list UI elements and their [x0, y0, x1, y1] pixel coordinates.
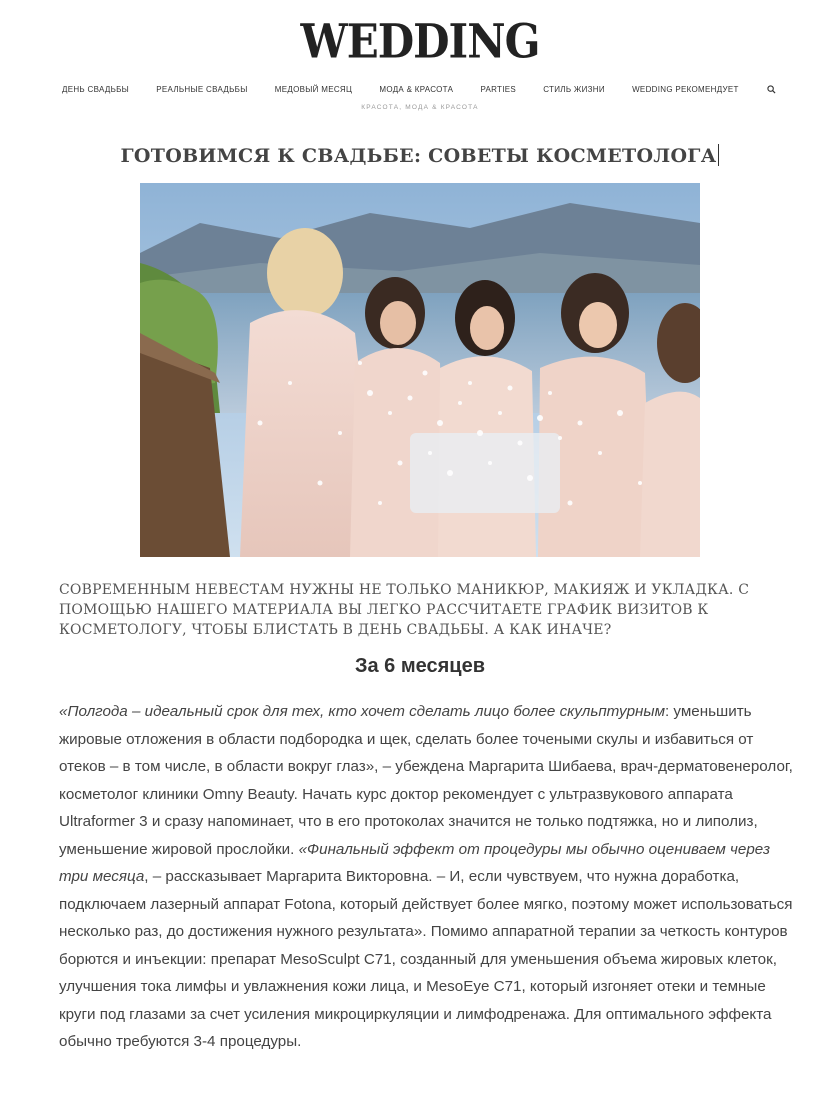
site-logo[interactable]: WEDDING: [300, 14, 540, 69]
article-lead: СОВРЕМЕННЫМ НЕВЕСТАМ НУЖНЫ НЕ ТОЛЬКО МАНИКЮР, МАКИЯЖ И УКЛАДКА. С ПОМОЩЬЮ НАШЕГО МАТЕРИАЛА ВЫ ЛЕГКО РАССЧИТАЕТЕ ГРАФИК ВИЗИТОВ К КОСМЕТОЛОГУ, ЧТОБЫ БЛИСТАТЬ В ДЕНЬ СВАДЬБЫ. А КАК ИНАЧЕ?: [59, 582, 750, 638]
body-text: : уменьшить жировые отложения в области подбородка и щек, сделать более точеными скулы и избавиться от отеков – в том числе, в области вокруг глаз», – убеждена Маргарита Шибаева, врач-дерматовенеролог, косметолог клиники Omny Beauty. Начать курс доктор рекомендует с ультразвукового аппарата Ultraformer 3 и сразу напоминает, что в его протоколах значится не только подтяжка, но и липолиз, уменьшение жировой прослойки.: [59, 703, 793, 858]
hero-image: [140, 183, 700, 557]
search-icon[interactable]: [766, 83, 778, 95]
quote-text: «Полгода – идеальный срок для тех, кто хочет сделать лицо более скульптурным: [59, 703, 665, 720]
nav-item-fashion-beauty[interactable]: МОДА & КРАСОТА: [379, 84, 454, 94]
nav-item-honeymoon[interactable]: МЕДОВЫЙ МЕСЯЦ: [274, 84, 353, 94]
article-title: ГОТОВИМСЯ К СВАДЬБЕ: СОВЕТЫ КОСМЕТОЛОГА: [0, 144, 840, 167]
nav-item-recommends[interactable]: WEDDING РЕКОМЕНДУЕТ: [632, 84, 739, 94]
nav-item-wedding-day[interactable]: ДЕНЬ СВАДЬБЫ: [62, 84, 130, 94]
nav-item-parties[interactable]: PARTIES: [480, 84, 517, 94]
section-heading: За 6 месяцев: [354, 655, 486, 677]
body-text: , – рассказывает Маргарита Викторовна. – И, если чувствуем, что нужна доработка, подключаем лазерный аппарат Fotona, который действует более мягко, поэтому может использоваться несколько раз, до достижения нужного результата». Помимо аппаратной терапии за четкость контуров борются и инъекции: препарат MesoSculpt C71, созданный для уменьшения объема жировых клеток, улучшения тока лимфы и увлажнения кожи лица, и MesoEye C71, который изгоняет отеки и темные круги под глазами за счет усиления микроциркуляции и лимфодренажа. Для оптимального эффекта обычно требуются 3-4 процедуры.: [59, 868, 793, 1050]
nav-item-real-weddings[interactable]: РЕАЛЬНЫЕ СВАДЬБЫ: [156, 84, 248, 94]
article-category[interactable]: КРАСОТА, МОДА & КРАСОТА: [361, 104, 479, 111]
main-nav: [62, 82, 778, 96]
quote-text: «Финальный эффект от процедуры мы обычно оцениваем через три месяца: [59, 840, 771, 885]
article-body: [59, 698, 799, 1056]
nav-item-lifestyle[interactable]: СТИЛЬ ЖИЗНИ: [543, 84, 605, 94]
text-cursor: [718, 144, 719, 166]
